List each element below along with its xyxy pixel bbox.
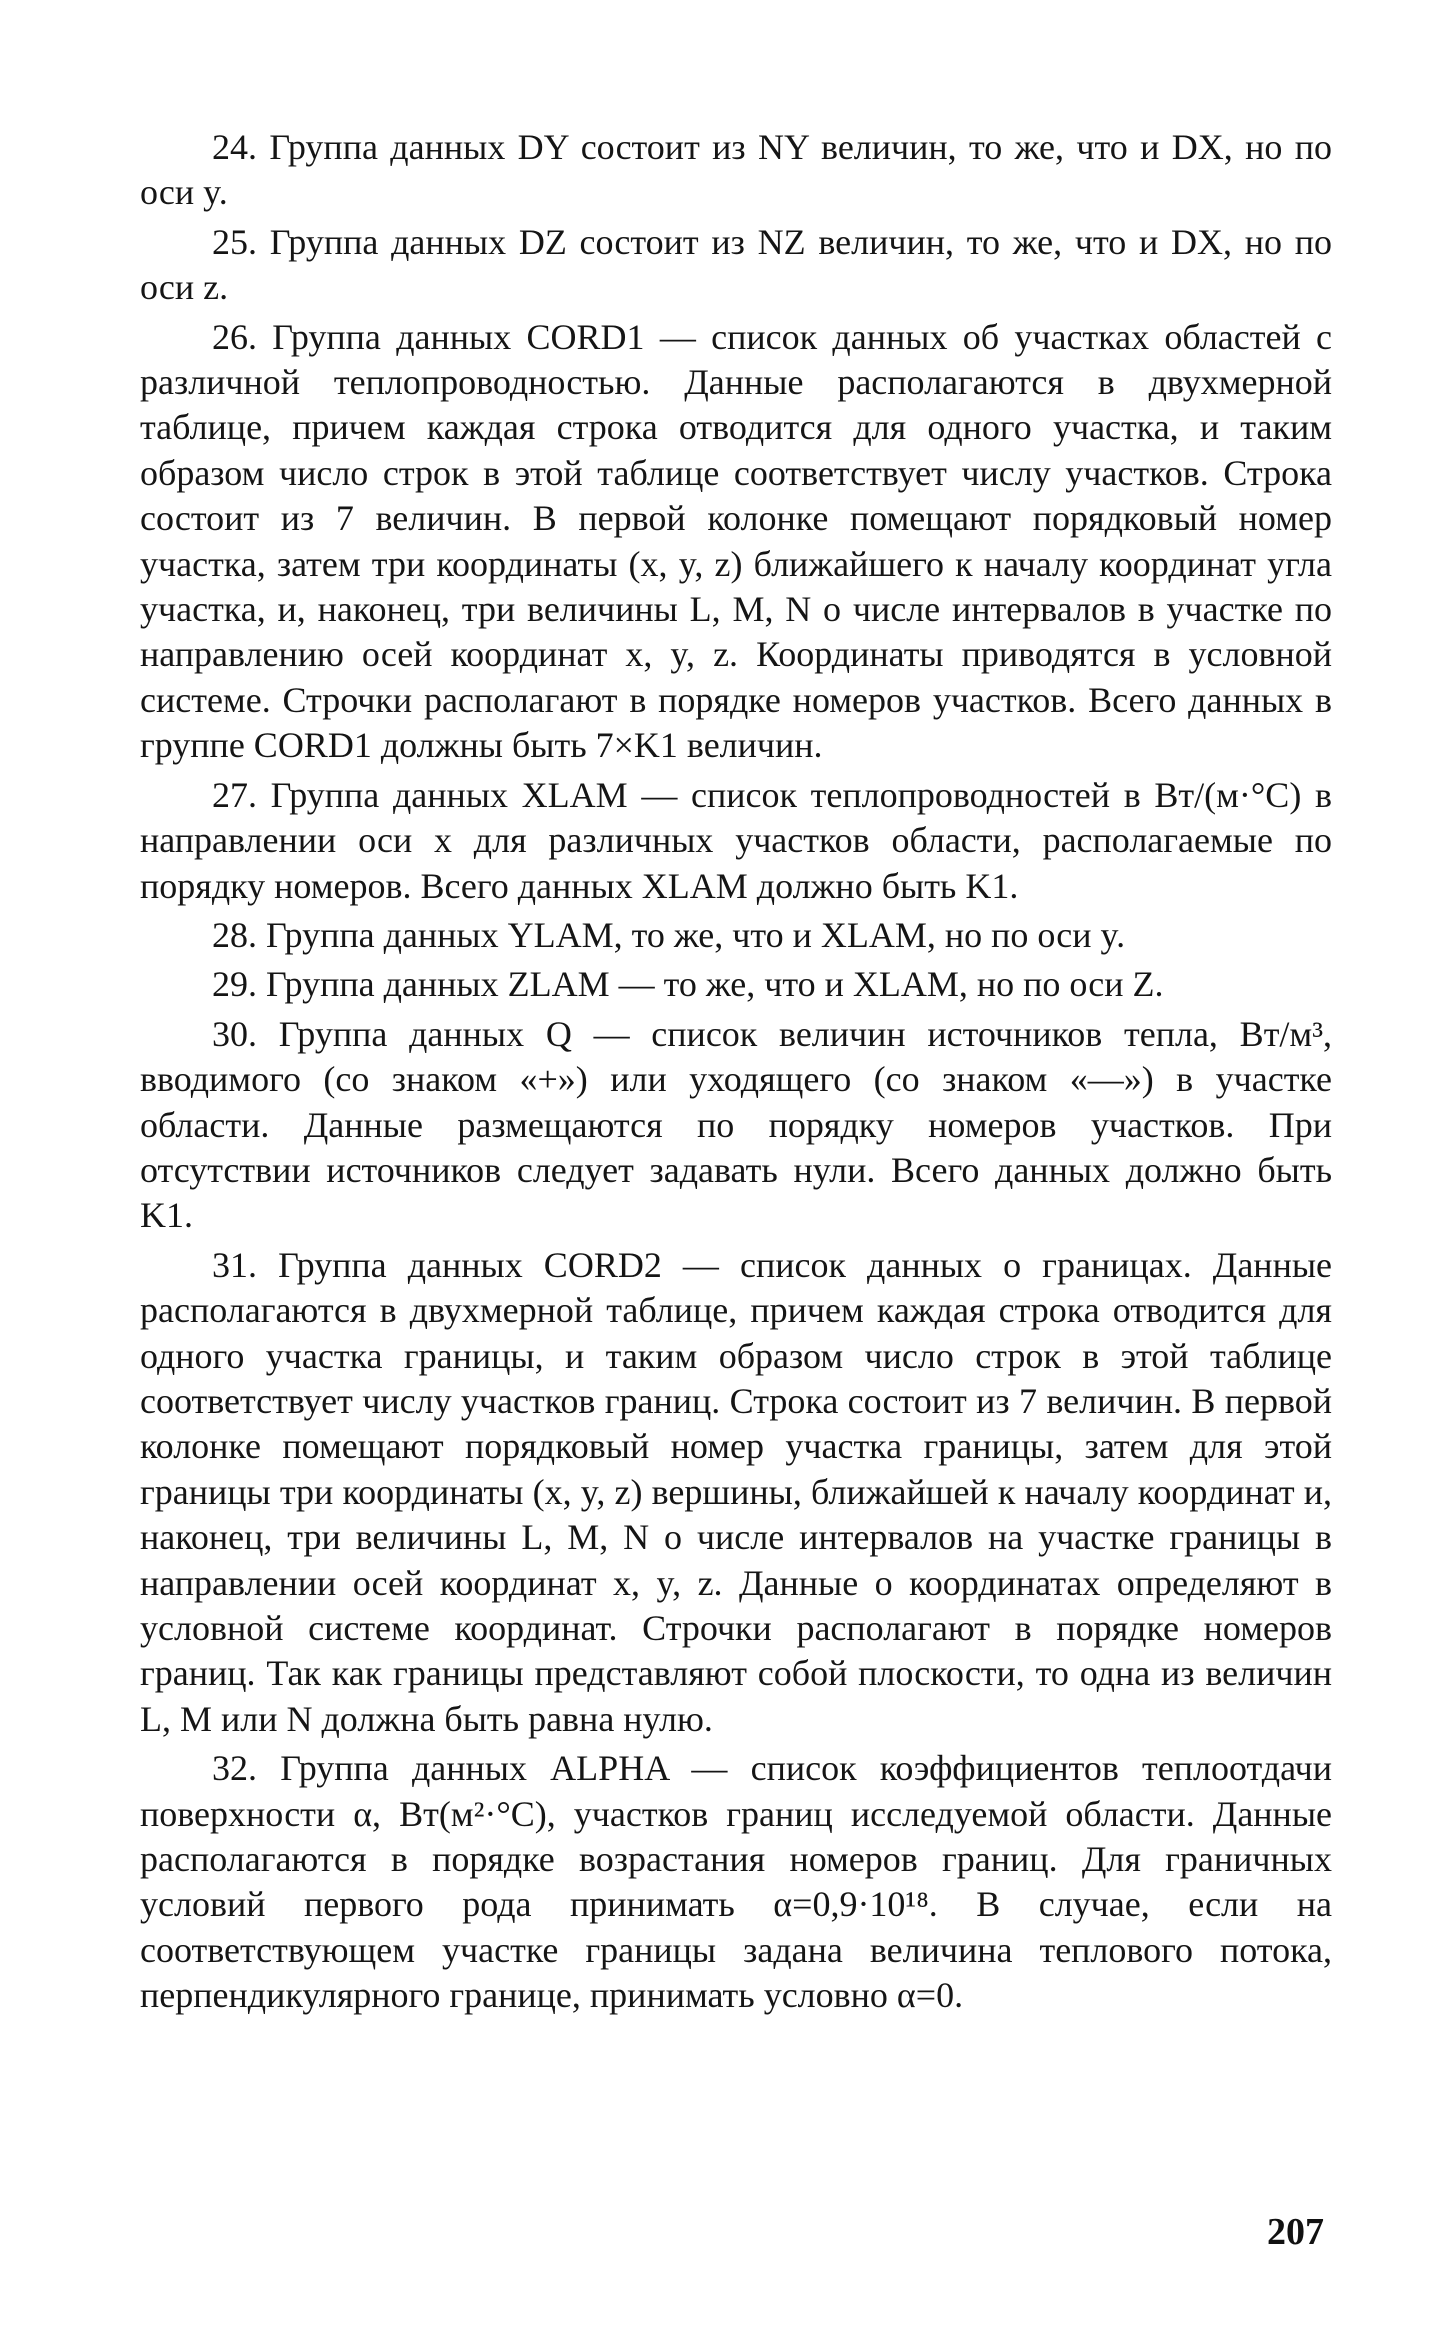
paragraph-29	[140, 962, 1332, 1007]
paragraph-24-text: 24. Группа данных DY состоит из NY величин, то же, что и DX, но по оси y.	[140, 127, 1332, 213]
paragraph-26	[140, 315, 1332, 769]
paragraph-24	[140, 125, 1332, 216]
paragraph-28	[140, 913, 1332, 958]
paragraph-27-text: 27. Группа данных XLAM — список теплопроводностей в Вт/(м·°С) в направлении оси x для различных участков области, располагаемые по порядку номеров. Всего данных XLAM должно быть K1.	[140, 774, 1332, 906]
paragraph-28-text: 28. Группа данных YLAM, то же, что и XLAM, но по оси y.	[212, 914, 1126, 955]
paragraph-29-text: 29. Группа данных ZLAM — то же, что и XLAM, но по оси Z.	[212, 964, 1164, 1005]
paragraph-30-text: 30. Группа данных Q — список величин источников тепла, Вт/м³, вводимого (со знаком «+») или уходящего (со знаком «—») в участке области. Данные размещаются по порядку номеров участков. При отсутствии источников следует задавать нули. Всего данных должно быть K1.	[140, 1013, 1332, 1236]
paragraph-26-text: 26. Группа данных CORD1 — список данных об участках областей с различной теплопроводностью. Данные располагаются в двухмерной таблице, причем каждая строка отводится для одного участка, и таким образом число строк в этой таблице соответствует числу участков. Строка состоит из 7 величин. В первой колонке помещают порядковый номер участка, затем три координаты (x, y, z) ближайшего к началу координат угла участка, и, наконец, три величины L, M, N о числе интервалов в участке по направлению осей координат x, y, z. Координаты приводятся в условной системе. Строчки располагают в порядке номеров участков. Всего данных в группе CORD1 должны быть 7×K1 величин.	[140, 316, 1332, 766]
page-number: 207	[1267, 2211, 1324, 2253]
paragraph-30	[140, 1012, 1332, 1239]
paragraph-25-text: 25. Группа данных DZ состоит из NZ величин, то же, что и DX, но по оси z.	[140, 221, 1332, 308]
paragraph-32	[140, 1746, 1332, 2018]
paragraph-25	[140, 220, 1332, 311]
paragraph-31-text: 31. Группа данных CORD2 — список данных о границах. Данные располагаются в двухмерной таблице, причем каждая строка отводится для одного участка границы, и таким образом число строк в этой таблице соответствует числу участков границ. Строка состоит из 7 величин. В первой колонке помещают порядковый номер участка границы, затем для этой границы три координаты (x, y, z) вершины, ближайшей к началу координат и, наконец, три величины L, M, N о числе интервалов на участке границы в направлении осей координат x, y, z. Данные о координатах определяют в условной системе координат. Строчки располагают в порядке номеров границ. Так как границы представляют собой плоскости, то одна из величин L, M или N должна быть равна нулю.	[140, 1244, 1332, 1739]
paragraph-32-text: 32. Группа данных ALPHA — список коэффициентов теплоотдачи поверхности α, Вт(м²·°С), участков границ исследуемой области. Данные располагаются в порядке возрастания номеров границ. Для граничных условий первого рода принимать α=0,9·10¹⁸. В случае, если на соответствующем участке границы задана величина теплового потока, перпендикулярного границе, принимать условно α=0.	[140, 1748, 1332, 2016]
paragraph-27	[140, 773, 1332, 909]
page-body	[140, 125, 1332, 2023]
paragraph-31	[140, 1243, 1332, 1742]
